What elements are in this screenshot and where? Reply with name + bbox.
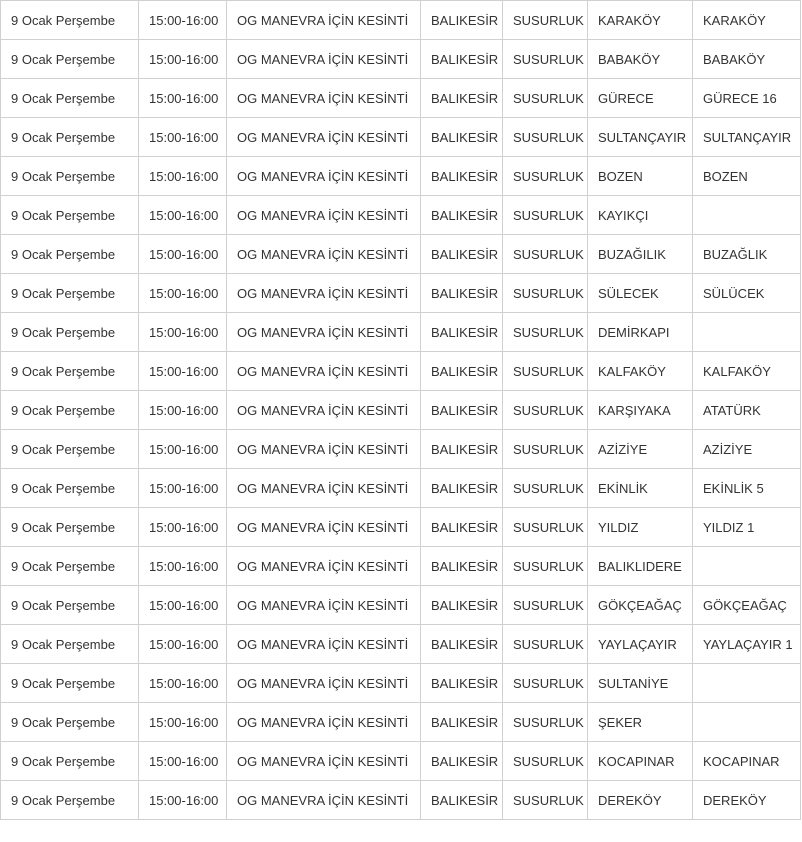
- date-cell: 9 Ocak Perşembe: [1, 781, 139, 820]
- date-cell: 9 Ocak Perşembe: [1, 430, 139, 469]
- date-cell: 9 Ocak Perşembe: [1, 508, 139, 547]
- district-cell: SUSURLUK: [503, 313, 588, 352]
- street-cell: YILDIZ 1: [693, 508, 801, 547]
- province-cell: BALIKESİR: [421, 703, 503, 742]
- table-row: [1, 547, 801, 586]
- district-cell: SUSURLUK: [503, 1, 588, 40]
- province-cell: BALIKESİR: [421, 157, 503, 196]
- table-body: [1, 1, 801, 820]
- date-cell: 9 Ocak Perşembe: [1, 586, 139, 625]
- district-cell: SUSURLUK: [503, 118, 588, 157]
- province-cell: BALIKESİR: [421, 469, 503, 508]
- reason-cell: OG MANEVRA İÇİN KESİNTİ: [227, 313, 421, 352]
- neighborhood-cell: YAYLAÇAYIR: [588, 625, 693, 664]
- neighborhood-cell: ŞEKER: [588, 703, 693, 742]
- neighborhood-cell: KOCAPINAR: [588, 742, 693, 781]
- reason-cell: OG MANEVRA İÇİN KESİNTİ: [227, 625, 421, 664]
- neighborhood-cell: KARŞIYAKA: [588, 391, 693, 430]
- time-cell: 15:00-16:00: [139, 664, 227, 703]
- table-row: [1, 469, 801, 508]
- reason-cell: OG MANEVRA İÇİN KESİNTİ: [227, 235, 421, 274]
- table-row: [1, 79, 801, 118]
- time-cell: 15:00-16:00: [139, 586, 227, 625]
- neighborhood-cell: DEREKÖY: [588, 781, 693, 820]
- reason-cell: OG MANEVRA İÇİN KESİNTİ: [227, 469, 421, 508]
- province-cell: BALIKESİR: [421, 586, 503, 625]
- reason-cell: OG MANEVRA İÇİN KESİNTİ: [227, 664, 421, 703]
- table-row: [1, 352, 801, 391]
- reason-cell: OG MANEVRA İÇİN KESİNTİ: [227, 430, 421, 469]
- table-row: [1, 742, 801, 781]
- province-cell: BALIKESİR: [421, 781, 503, 820]
- date-cell: 9 Ocak Perşembe: [1, 118, 139, 157]
- province-cell: BALIKESİR: [421, 79, 503, 118]
- neighborhood-cell: BABAKÖY: [588, 40, 693, 79]
- date-cell: 9 Ocak Perşembe: [1, 469, 139, 508]
- street-cell: BABAKÖY: [693, 40, 801, 79]
- reason-cell: OG MANEVRA İÇİN KESİNTİ: [227, 79, 421, 118]
- neighborhood-cell: GÜRECE: [588, 79, 693, 118]
- street-cell: [693, 664, 801, 703]
- street-cell: [693, 313, 801, 352]
- neighborhood-cell: BOZEN: [588, 157, 693, 196]
- neighborhood-cell: BALIKLIDERE: [588, 547, 693, 586]
- district-cell: SUSURLUK: [503, 196, 588, 235]
- province-cell: BALIKESİR: [421, 118, 503, 157]
- time-cell: 15:00-16:00: [139, 235, 227, 274]
- date-cell: 9 Ocak Perşembe: [1, 1, 139, 40]
- neighborhood-cell: SÜLECEK: [588, 274, 693, 313]
- time-cell: 15:00-16:00: [139, 79, 227, 118]
- neighborhood-cell: DEMİRKAPI: [588, 313, 693, 352]
- date-cell: 9 Ocak Perşembe: [1, 742, 139, 781]
- street-cell: AZİZİYE: [693, 430, 801, 469]
- table-row: [1, 274, 801, 313]
- time-cell: 15:00-16:00: [139, 703, 227, 742]
- date-cell: 9 Ocak Perşembe: [1, 274, 139, 313]
- reason-cell: OG MANEVRA İÇİN KESİNTİ: [227, 703, 421, 742]
- street-cell: KOCAPINAR: [693, 742, 801, 781]
- table-row: [1, 118, 801, 157]
- province-cell: BALIKESİR: [421, 40, 503, 79]
- reason-cell: OG MANEVRA İÇİN KESİNTİ: [227, 547, 421, 586]
- district-cell: SUSURLUK: [503, 625, 588, 664]
- date-cell: 9 Ocak Perşembe: [1, 196, 139, 235]
- street-cell: GÖKÇEAĞAÇ: [693, 586, 801, 625]
- reason-cell: OG MANEVRA İÇİN KESİNTİ: [227, 781, 421, 820]
- street-cell: BUZAĞLIK: [693, 235, 801, 274]
- time-cell: 15:00-16:00: [139, 391, 227, 430]
- table-row: [1, 196, 801, 235]
- street-cell: [693, 703, 801, 742]
- reason-cell: OG MANEVRA İÇİN KESİNTİ: [227, 742, 421, 781]
- time-cell: 15:00-16:00: [139, 742, 227, 781]
- date-cell: 9 Ocak Perşembe: [1, 547, 139, 586]
- street-cell: SULTANÇAYIR: [693, 118, 801, 157]
- province-cell: BALIKESİR: [421, 274, 503, 313]
- province-cell: BALIKESİR: [421, 625, 503, 664]
- reason-cell: OG MANEVRA İÇİN KESİNTİ: [227, 157, 421, 196]
- province-cell: BALIKESİR: [421, 313, 503, 352]
- neighborhood-cell: KARAKÖY: [588, 1, 693, 40]
- date-cell: 9 Ocak Perşembe: [1, 313, 139, 352]
- district-cell: SUSURLUK: [503, 79, 588, 118]
- province-cell: BALIKESİR: [421, 547, 503, 586]
- date-cell: 9 Ocak Perşembe: [1, 40, 139, 79]
- district-cell: SUSURLUK: [503, 664, 588, 703]
- time-cell: 15:00-16:00: [139, 313, 227, 352]
- neighborhood-cell: GÖKÇEAĞAÇ: [588, 586, 693, 625]
- time-cell: 15:00-16:00: [139, 40, 227, 79]
- province-cell: BALIKESİR: [421, 235, 503, 274]
- table-row: [1, 430, 801, 469]
- reason-cell: OG MANEVRA İÇİN KESİNTİ: [227, 391, 421, 430]
- date-cell: 9 Ocak Perşembe: [1, 664, 139, 703]
- district-cell: SUSURLUK: [503, 586, 588, 625]
- province-cell: BALIKESİR: [421, 352, 503, 391]
- street-cell: KALFAKÖY: [693, 352, 801, 391]
- street-cell: [693, 196, 801, 235]
- time-cell: 15:00-16:00: [139, 1, 227, 40]
- time-cell: 15:00-16:00: [139, 352, 227, 391]
- table-row: [1, 586, 801, 625]
- street-cell: DEREKÖY: [693, 781, 801, 820]
- time-cell: 15:00-16:00: [139, 430, 227, 469]
- reason-cell: OG MANEVRA İÇİN KESİNTİ: [227, 40, 421, 79]
- table-row: [1, 1, 801, 40]
- street-cell: EKİNLİK 5: [693, 469, 801, 508]
- district-cell: SUSURLUK: [503, 274, 588, 313]
- time-cell: 15:00-16:00: [139, 469, 227, 508]
- time-cell: 15:00-16:00: [139, 547, 227, 586]
- time-cell: 15:00-16:00: [139, 118, 227, 157]
- table-row: [1, 40, 801, 79]
- time-cell: 15:00-16:00: [139, 508, 227, 547]
- reason-cell: OG MANEVRA İÇİN KESİNTİ: [227, 1, 421, 40]
- street-cell: SÜLÜCEK: [693, 274, 801, 313]
- time-cell: 15:00-16:00: [139, 196, 227, 235]
- province-cell: BALIKESİR: [421, 391, 503, 430]
- table-row: [1, 313, 801, 352]
- date-cell: 9 Ocak Perşembe: [1, 625, 139, 664]
- street-cell: [693, 547, 801, 586]
- province-cell: BALIKESİR: [421, 196, 503, 235]
- district-cell: SUSURLUK: [503, 469, 588, 508]
- street-cell: BOZEN: [693, 157, 801, 196]
- district-cell: SUSURLUK: [503, 781, 588, 820]
- table-row: [1, 781, 801, 820]
- reason-cell: OG MANEVRA İÇİN KESİNTİ: [227, 508, 421, 547]
- province-cell: BALIKESİR: [421, 430, 503, 469]
- district-cell: SUSURLUK: [503, 40, 588, 79]
- table-row: [1, 508, 801, 547]
- neighborhood-cell: SULTANÇAYIR: [588, 118, 693, 157]
- province-cell: BALIKESİR: [421, 1, 503, 40]
- date-cell: 9 Ocak Perşembe: [1, 235, 139, 274]
- time-cell: 15:00-16:00: [139, 781, 227, 820]
- neighborhood-cell: SULTANİYE: [588, 664, 693, 703]
- reason-cell: OG MANEVRA İÇİN KESİNTİ: [227, 352, 421, 391]
- reason-cell: OG MANEVRA İÇİN KESİNTİ: [227, 274, 421, 313]
- district-cell: SUSURLUK: [503, 547, 588, 586]
- reason-cell: OG MANEVRA İÇİN KESİNTİ: [227, 118, 421, 157]
- street-cell: YAYLAÇAYIR 1: [693, 625, 801, 664]
- date-cell: 9 Ocak Perşembe: [1, 703, 139, 742]
- street-cell: ATATÜRK: [693, 391, 801, 430]
- province-cell: BALIKESİR: [421, 742, 503, 781]
- neighborhood-cell: KAYIKÇI: [588, 196, 693, 235]
- street-cell: KARAKÖY: [693, 1, 801, 40]
- district-cell: SUSURLUK: [503, 742, 588, 781]
- district-cell: SUSURLUK: [503, 157, 588, 196]
- neighborhood-cell: EKİNLİK: [588, 469, 693, 508]
- district-cell: SUSURLUK: [503, 430, 588, 469]
- reason-cell: OG MANEVRA İÇİN KESİNTİ: [227, 196, 421, 235]
- district-cell: SUSURLUK: [503, 235, 588, 274]
- table-row: [1, 157, 801, 196]
- district-cell: SUSURLUK: [503, 352, 588, 391]
- province-cell: BALIKESİR: [421, 664, 503, 703]
- province-cell: BALIKESİR: [421, 508, 503, 547]
- neighborhood-cell: YILDIZ: [588, 508, 693, 547]
- time-cell: 15:00-16:00: [139, 625, 227, 664]
- street-cell: GÜRECE 16: [693, 79, 801, 118]
- time-cell: 15:00-16:00: [139, 157, 227, 196]
- date-cell: 9 Ocak Perşembe: [1, 352, 139, 391]
- date-cell: 9 Ocak Perşembe: [1, 79, 139, 118]
- neighborhood-cell: AZİZİYE: [588, 430, 693, 469]
- district-cell: SUSURLUK: [503, 508, 588, 547]
- table-row: [1, 625, 801, 664]
- table-row: [1, 391, 801, 430]
- date-cell: 9 Ocak Perşembe: [1, 157, 139, 196]
- time-cell: 15:00-16:00: [139, 274, 227, 313]
- date-cell: 9 Ocak Perşembe: [1, 391, 139, 430]
- district-cell: SUSURLUK: [503, 391, 588, 430]
- neighborhood-cell: BUZAĞILIK: [588, 235, 693, 274]
- reason-cell: OG MANEVRA İÇİN KESİNTİ: [227, 586, 421, 625]
- table-row: [1, 703, 801, 742]
- table-row: [1, 664, 801, 703]
- district-cell: SUSURLUK: [503, 703, 588, 742]
- table-row: [1, 235, 801, 274]
- neighborhood-cell: KALFAKÖY: [588, 352, 693, 391]
